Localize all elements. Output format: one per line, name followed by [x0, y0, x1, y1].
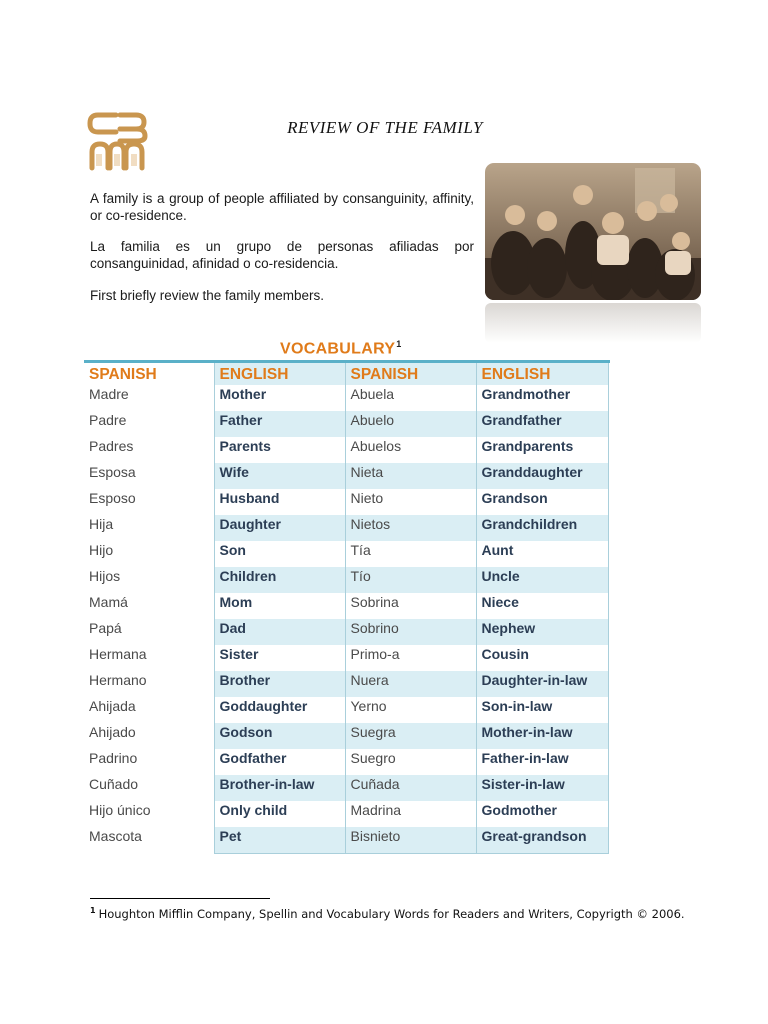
- english-word-cell: Great-grandson: [476, 827, 608, 854]
- english-word-cell: Grandfather: [476, 411, 608, 437]
- english-word-cell: Grandmother: [476, 385, 608, 411]
- vocabulary-title: VOCABULARY$^1$: [280, 339, 402, 358]
- table-row: [84, 489, 608, 515]
- table-row: [84, 723, 608, 749]
- english-word-cell: Grandchildren: [476, 515, 608, 541]
- english-word-cell: Godson: [214, 723, 345, 749]
- spanish-word-cell: Ahijada: [89, 698, 136, 714]
- table-row: [84, 671, 608, 697]
- english-word-cell: Father-in-law: [476, 749, 608, 775]
- english-word-cell: Granddaughter: [476, 463, 608, 489]
- english-word-cell: Cousin: [476, 645, 608, 671]
- english-word-cell: Pet: [214, 827, 345, 854]
- spanish-word-cell: Padre: [89, 412, 127, 428]
- english-word-cell: Sister-in-law: [476, 775, 608, 801]
- spanish-word-cell: Primo-a: [345, 645, 476, 671]
- english-word-cell: Parents: [214, 437, 345, 463]
- spanish-word-cell: Hermana: [89, 646, 147, 662]
- spanish-word-cell: Nietos: [345, 515, 476, 541]
- english-word-cell: Uncle: [476, 567, 608, 593]
- header-spanish: SPANISH: [345, 363, 476, 385]
- english-word-cell: Brother: [214, 671, 345, 697]
- spanish-word-cell: Abuelos: [345, 437, 476, 463]
- english-word-cell: Niece: [476, 593, 608, 619]
- spanish-word-cell: Abuelo: [345, 411, 476, 437]
- table-row: [84, 437, 608, 463]
- table-row: [84, 385, 608, 411]
- table-row: [84, 541, 608, 567]
- spanish-word-cell: Hija: [89, 516, 114, 532]
- header-english: ENGLISH: [476, 363, 608, 385]
- spanish-word-cell: Mascota: [89, 828, 142, 844]
- spanish-word-cell: Yerno: [345, 697, 476, 723]
- footnote-ref: 1: [396, 339, 402, 349]
- spanish-word-cell: Nieta: [345, 463, 476, 489]
- table-row: [84, 749, 608, 775]
- spanish-word-cell: Nuera: [345, 671, 476, 697]
- spanish-word-cell: Hijo: [89, 542, 114, 558]
- english-word-cell: Mother: [214, 385, 345, 411]
- english-word-cell: Godmother: [476, 801, 608, 827]
- table-row: [84, 463, 608, 489]
- cbm-logo-icon: [86, 110, 150, 172]
- spanish-word-cell: Papá: [89, 620, 122, 636]
- english-word-cell: Dad: [214, 619, 345, 645]
- english-word-cell: Father: [214, 411, 345, 437]
- table-row: [84, 515, 608, 541]
- spanish-word-cell: Padres: [89, 438, 134, 454]
- footnote: $^1$ Houghton Mifflin Company, Spellin and Vocabulary Words for Readers and Writers, Copyrigth © 2006.: [90, 906, 685, 921]
- english-word-cell: Goddaughter: [214, 697, 345, 723]
- table-row: [84, 801, 608, 827]
- table-row: [84, 827, 608, 854]
- english-word-cell: Only child: [214, 801, 345, 827]
- spanish-word-cell: Hermano: [89, 672, 147, 688]
- spanish-word-cell: Abuela: [345, 385, 476, 411]
- spanish-word-cell: Padrino: [89, 750, 138, 766]
- table-row: [84, 411, 608, 437]
- spanish-word-cell: Cuñado: [89, 776, 139, 792]
- table-row: [84, 567, 608, 593]
- english-word-cell: Wife: [214, 463, 345, 489]
- english-word-cell: Grandparents: [476, 437, 608, 463]
- english-word-cell: Son-in-law: [476, 697, 608, 723]
- english-word-cell: Aunt: [476, 541, 608, 567]
- spanish-word-cell: Sobrino: [345, 619, 476, 645]
- english-word-cell: Mom: [214, 593, 345, 619]
- spanish-word-cell: Hijo único: [89, 802, 151, 818]
- english-word-cell: Daughter-in-law: [476, 671, 608, 697]
- spanish-word-cell: Suegro: [345, 749, 476, 775]
- english-word-cell: Children: [214, 567, 345, 593]
- page-title: REVIEW OF THE FAMILY: [287, 118, 483, 137]
- spanish-word-cell: Esposa: [89, 464, 136, 480]
- footnote-rule: [90, 898, 270, 899]
- english-word-cell: Daughter: [214, 515, 345, 541]
- spanish-word-cell: Madrina: [345, 801, 476, 827]
- english-word-cell: Nephew: [476, 619, 608, 645]
- header-english: ENGLISH: [214, 363, 345, 385]
- table-row: [84, 619, 608, 645]
- table-row: [84, 697, 608, 723]
- english-word-cell: Mother-in-law: [476, 723, 608, 749]
- english-word-cell: Brother-in-law: [214, 775, 345, 801]
- spanish-word-cell: Madre: [89, 386, 129, 402]
- english-word-cell: Husband: [214, 489, 345, 515]
- spanish-word-cell: Sobrina: [345, 593, 476, 619]
- english-word-cell: Grandson: [476, 489, 608, 515]
- intro-english: A family is a group of people affiliated by consanguinity, affinity, or co-residence.: [90, 191, 474, 223]
- english-word-cell: Sister: [214, 645, 345, 671]
- intro-review: First briefly review the family members.: [90, 288, 325, 303]
- spanish-word-cell: Tío: [345, 567, 476, 593]
- vocabulary-table: [84, 360, 610, 854]
- spanish-word-cell: Suegra: [345, 723, 476, 749]
- spanish-word-cell: Bisnieto: [345, 827, 476, 854]
- table-row: [84, 593, 608, 619]
- table-row: [84, 775, 608, 801]
- spanish-word-cell: Nieto: [345, 489, 476, 515]
- spanish-word-cell: Cuñada: [345, 775, 476, 801]
- family-photo: [485, 163, 701, 343]
- header-spanish: SPANISH: [89, 366, 157, 383]
- table-row: [84, 645, 608, 671]
- spanish-word-cell: Mamá: [89, 594, 128, 610]
- table-header-row: [84, 363, 608, 385]
- spanish-word-cell: Tía: [345, 541, 476, 567]
- english-word-cell: Son: [214, 541, 345, 567]
- spanish-word-cell: Ahijado: [89, 724, 136, 740]
- intro-spanish: La familia es un grupo de personas afiliadas por consanguinidad, afinidad o co-residencia.: [90, 239, 474, 271]
- spanish-word-cell: Hijos: [89, 568, 121, 584]
- english-word-cell: Godfather: [214, 749, 345, 775]
- spanish-word-cell: Esposo: [89, 490, 136, 506]
